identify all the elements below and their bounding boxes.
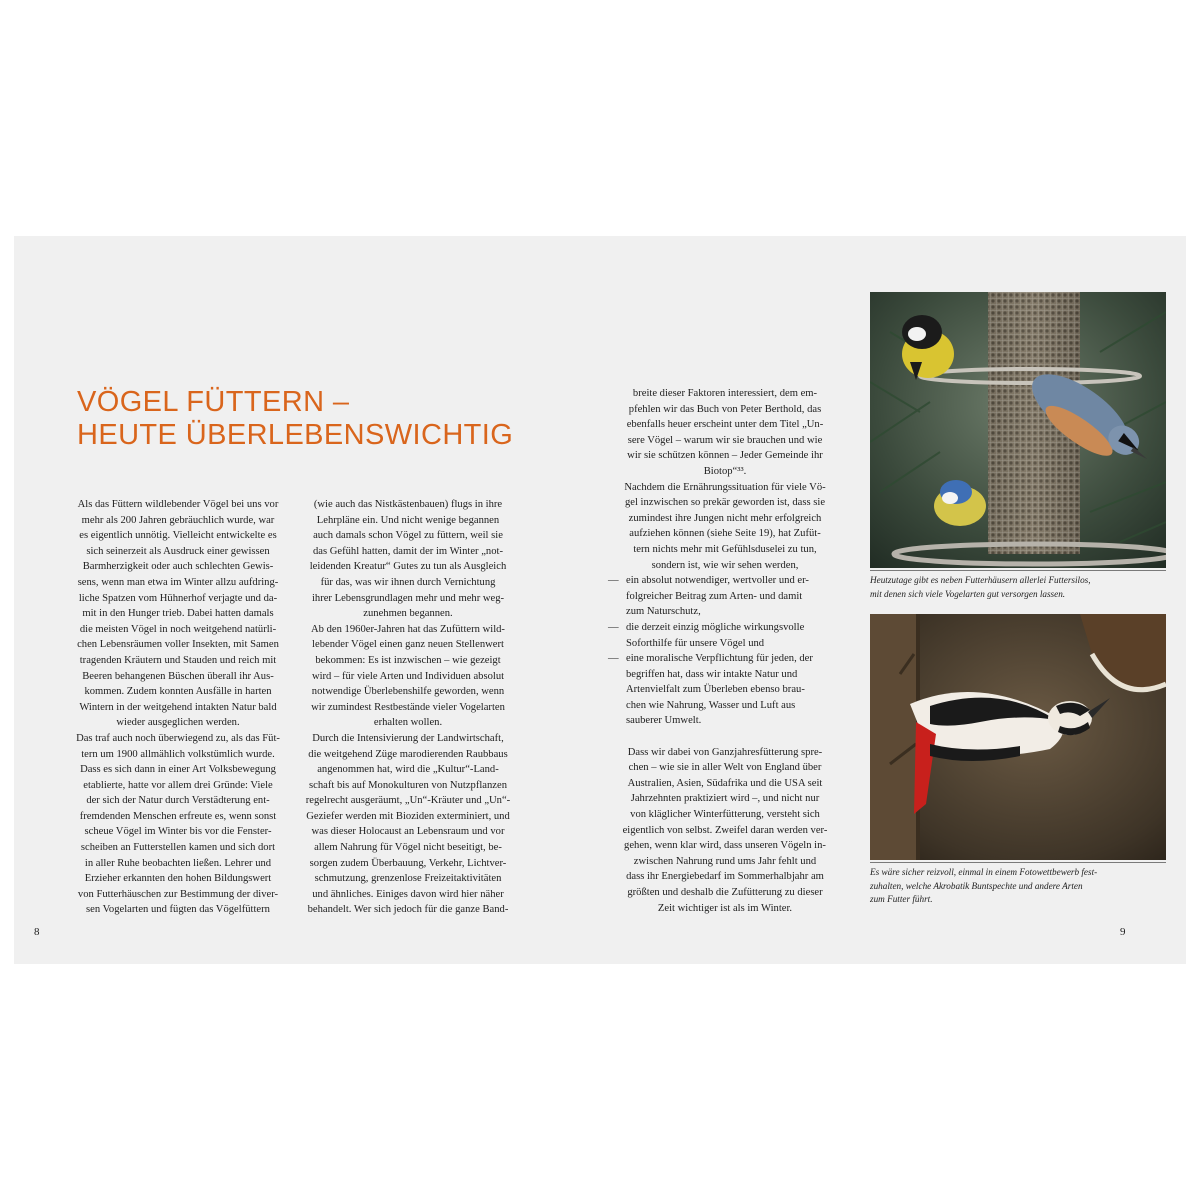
text-line: ebenfalls heuer erscheint unter dem Titel „Un- — [626, 419, 824, 431]
text-line: notwendige Überlebenshilfe geworden, wenn — [311, 686, 505, 698]
text-line: angenommen hat, wird die „Kultur“-Land- — [317, 764, 499, 776]
bullet-text: folgreicher Beitrag zum Arten- und damit — [626, 590, 803, 602]
text-line: gehen, wenn klar wird, dass unseren Vögeln in- — [624, 840, 826, 852]
book-spread — [14, 236, 1186, 964]
text-line: Erzieher erkannten den hohen Bildungswert — [84, 873, 272, 885]
text-line: Nachdem die Ernährungssituation für viele Vö- — [624, 481, 826, 493]
text-line: allem Nahrung für Vögel nicht beseitigt, be- — [314, 842, 502, 854]
bullet-dash: — — [608, 621, 619, 633]
chapter-title-line-2: HEUTE ÜBERLEBENSWICHTIG — [77, 419, 514, 451]
text-line: schaft bis auf Monokulturen von Nutzpflanzen — [309, 779, 507, 791]
text-line: pfehlen wir das Buch von Peter Berthold, das — [628, 403, 822, 415]
text-line: ihrer Lebensgrundlagen mehr und mehr weg- — [311, 592, 505, 604]
text-line: wir zumindest Restbestände vieler Vogelarten — [311, 701, 505, 713]
bullet-text: sauberer Umwelt. — [626, 715, 702, 727]
bullet-dash: — — [608, 653, 619, 665]
text-line: das Gefühl hatten, damit der im Winter „not- — [312, 545, 503, 557]
text-line: gel inzwischen so prekär geworden ist, dass sie — [624, 497, 826, 509]
bullet-text: chen wie Nahrung, Wasser und Luft aus — [626, 699, 796, 711]
caption-line: mit denen sich viele Vogelarten gut versorgen lassen. — [870, 588, 1066, 599]
page-number-left: 8 — [34, 926, 40, 938]
text-line: Geziefer werden mit Bioziden exterminiert, und — [306, 810, 510, 822]
text-line: zwischen Nahrung rund ums Jahr fehlt und — [633, 855, 817, 867]
caption-line: zum Futter führt. — [870, 894, 933, 904]
text-line: die meisten Vögel in noch weitgehend natürli- — [79, 623, 277, 635]
bullet-line — [608, 589, 842, 605]
body-column-1 — [60, 497, 296, 918]
text-line: größten und deshalb die Zufütterung zu dieser — [627, 887, 823, 898]
body-column-3 — [608, 386, 842, 916]
bullet-text: Artenvielfalt zum Überleben ebenso brau- — [626, 684, 805, 696]
text-line: tern um 1900 allmählich volkstümlich wurde. — [81, 748, 275, 760]
text-line: und ähnliches. Einiges davon wird hier näher — [312, 888, 504, 900]
text-line: scheiben an Futterstellen kamen und sich dort — [80, 842, 276, 854]
bullet-text: zum Naturschutz, — [626, 606, 701, 618]
page-number-right: 9 — [1120, 926, 1126, 938]
bullet-text: ein absolut notwendiger, wertvoller und er- — [626, 575, 809, 587]
text-line: sondern ist, wie wir sehen werden, — [651, 559, 799, 571]
text-line: leidenden Kreatur“ Gutes zu tun als Ausgleich — [309, 561, 507, 573]
text-line: erhalten wollen. — [373, 717, 443, 729]
text-line: Biotop“³³. — [703, 465, 747, 477]
text-line: zunehmen begannen. — [363, 608, 453, 620]
caption-line: Heutzutage gibt es neben Futterhäusern allerlei Futtersilos, — [870, 575, 1091, 585]
text-line: fremdenden Menschen erfreute es, wenn sonst — [79, 810, 277, 822]
photo-caption-2 — [870, 866, 1166, 907]
text-line: zumindest ihre Jungen nicht mehr erfolgreich — [628, 512, 822, 524]
text-line: sens, wenn man etwa im Winter allzu aufdring- — [77, 576, 279, 588]
caption-line: zuhalten, welche Akrobatik Buntspechte und andere Arten — [870, 880, 1083, 891]
bullet-dash — [608, 713, 626, 729]
bullet-dash — [608, 604, 626, 620]
text-line: liche Spatzen vom Hühnerhof verjagte und da- — [78, 592, 278, 604]
bullet-line — [608, 713, 842, 729]
bullet-line — [608, 573, 842, 589]
text-line: Dass wir dabei von Ganzjahresfütterung spre- — [627, 746, 823, 758]
text-line: tragenden Kräutern und Stauden und reich mit — [79, 654, 277, 666]
text-line: wir sie schützen können – Jeder Gemeinde ihr — [627, 450, 823, 462]
text-line: Jahrzehnten praktiziert wird –, und nicht nur — [630, 793, 820, 805]
text-line: breite dieser Faktoren interessiert, dem em- — [632, 388, 818, 399]
text-line: von Futterhäuschen zur Bestimmung der diver- — [77, 888, 279, 900]
bullet-dash — [608, 667, 626, 683]
text-line: lebender Vögel einen ganz neuen Stellenwert — [312, 639, 504, 651]
text-line: sorgen zudem Überbauung, Verkehr, Lichtver- — [309, 857, 507, 869]
bullet-dash — [608, 636, 626, 652]
bullet-line — [608, 682, 842, 698]
text-line: bekommen: Es ist inzwischen – wie gezeigt — [315, 654, 501, 666]
text-line: dass ihr Energiebedarf im Sommerhalbjahr am — [626, 871, 824, 883]
bullet-line — [608, 651, 842, 667]
text-line: Dass es sich dann in einer Art Volksbewegung — [80, 764, 276, 776]
chapter-title-line-1: VÖGEL FÜTTERN – — [77, 386, 350, 418]
text-line: (wie auch das Nistkästenbauen) flugs in ihre — [313, 499, 503, 510]
bullet-line — [608, 636, 842, 652]
body-column-2 — [290, 497, 526, 918]
text-line: kommen. Zudem konnten Ausfälle in harten — [84, 686, 272, 698]
text-line: auch damals schon Vögel zu füttern, weil sie — [313, 530, 503, 542]
text-line: für das, was wir ihnen durch Vernichtung — [320, 576, 496, 588]
text-line: Ab den 1960er-Jahren hat das Zufüttern wild- — [311, 623, 505, 635]
text-line: Durch die Intensivierung der Landwirtschaft, — [312, 732, 504, 744]
bullet-dash: — — [608, 575, 619, 587]
text-line: mehr als 200 Jahren gebräuchlich wurde, war — [81, 514, 275, 526]
text-line: was dieser Holocaust an Lebensraum und vor — [311, 826, 505, 838]
text-line: chen Lebensräumen voller Insekten, mit Samen — [77, 639, 279, 651]
bullet-line — [608, 698, 842, 714]
text-line: Das traf auch noch überwiegend zu, als das Füt- — [76, 732, 280, 744]
bullet-text: eine moralische Verpflichtung für jeden, der — [626, 653, 813, 665]
text-line: Barmherzigkeit oder auch schlechten Gewis- — [82, 561, 274, 573]
bullet-dash — [608, 682, 626, 698]
text-line: sich seinerzeit als Ausdruck einer gewissen — [86, 545, 270, 557]
text-line: eigentlich von selbst. Zweifel daran werden ver- — [622, 824, 828, 836]
bullet-dash — [608, 589, 626, 605]
text-line: sen Vogelarten und fügten das Vögelfüttern — [86, 904, 270, 916]
text-line: sere Vögel – warum wir sie brauchen und wie — [627, 434, 823, 446]
text-line: Wintern in der weitgehend intakten Natur bald — [79, 701, 277, 713]
caption-rule-2 — [870, 862, 1166, 863]
text-line: Australien, Asien, Südafrika und die USA seit — [627, 777, 823, 789]
text-line: es eigentlich unnötig. Vielleicht entwickelte es — [79, 530, 277, 542]
text-line: Beeren behangenen Büschen überall ihr Aus- — [82, 670, 274, 682]
chapter-title — [77, 386, 513, 452]
bullet-text: Soforthilfe für unsere Vögel und — [626, 637, 765, 649]
text-line: die weitgehend Züge marodierenden Raubbaus — [308, 748, 508, 760]
text-line: Als das Füttern wildlebender Vögel bei uns vor — [77, 499, 279, 510]
bullet-line — [608, 604, 842, 620]
caption-line: Es wäre sicher reizvoll, einmal in einem Fotowettbewerb fest- — [870, 867, 1098, 877]
text-line: in aller Ruhe beobachten ließen. Lehrer und — [84, 857, 272, 869]
text-line: aufziehen können (siehe Seite 19), hat Zufüt- — [629, 528, 821, 540]
left-page — [14, 236, 600, 964]
text-line: schmutzung, grenzenlose Freizeitaktivitäten — [314, 873, 502, 885]
text-line: behandelt. Wer sich jedoch für die ganze Band- — [307, 904, 509, 916]
bullet-dash — [608, 698, 626, 714]
text-line: chen – wie sie in aller Welt von England über — [628, 762, 822, 774]
text-line: von kläglicher Winterfütterung, versteht sich — [630, 809, 820, 821]
text-line: Lehrpläne ein. Und nicht wenige begannen — [316, 514, 500, 526]
text-line: regelrecht ausgeräumt, „Un“-Kräuter und „Un“- — [305, 795, 511, 807]
bullet-text: begriffen hat, dass wir intakte Natur und — [626, 668, 798, 680]
text-line: Zeit wichtiger ist als im Winter. — [657, 902, 793, 914]
bullet-line — [608, 620, 842, 636]
woodpecker-photo — [870, 614, 1166, 860]
caption-rule-1 — [870, 570, 1166, 571]
text-line: scheue Vögel im Winter bis vor die Fenster- — [84, 826, 272, 838]
text-line: etablierte, hatte vor allem drei Gründe: Viele — [83, 779, 273, 791]
feeder-silo-photo — [870, 292, 1166, 568]
text-line: wieder ausgeglichen werden. — [116, 717, 240, 729]
paragraph-gap — [608, 729, 842, 745]
bullet-line — [608, 667, 842, 683]
bullet-text: die derzeit einzig mögliche wirkungsvolle — [626, 621, 805, 633]
photo-caption-1 — [870, 574, 1166, 601]
text-line: tern nichts mehr mit Gefühlsduselei zu tun, — [633, 543, 817, 555]
text-line: mit in den Hunger trieb. Dabei hatten damals — [82, 608, 274, 620]
right-page — [600, 236, 1186, 964]
text-line: der sich der Natur durch Verstädterung ent- — [86, 795, 270, 807]
text-line: wird – für viele Arten und Individuen absolut — [311, 670, 505, 682]
